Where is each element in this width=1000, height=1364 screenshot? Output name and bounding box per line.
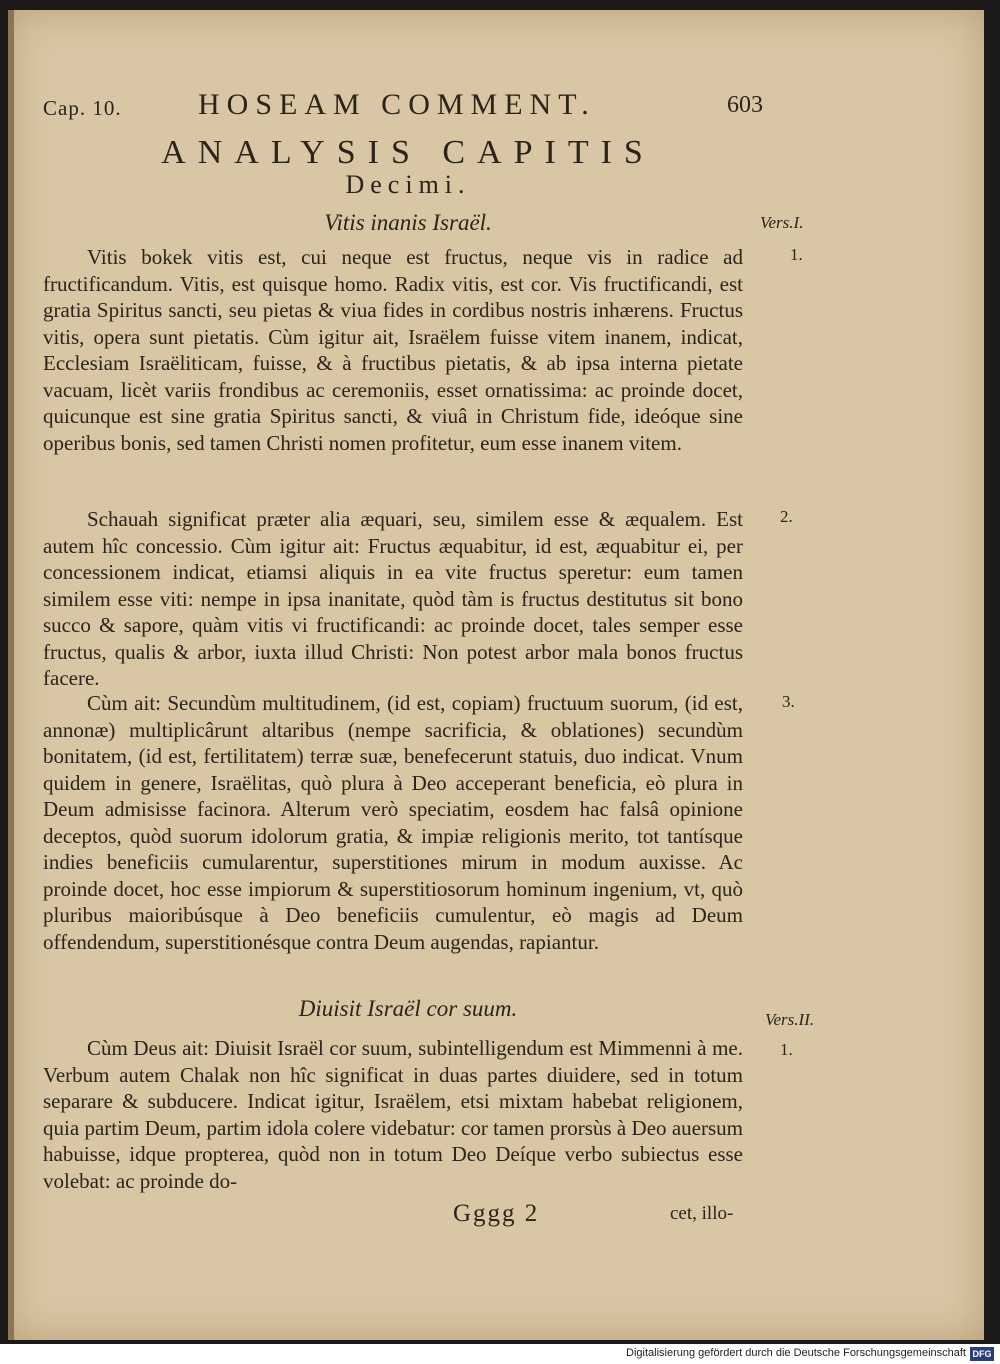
section-heading: Diuisit Israël cor suum.: [298, 996, 518, 1021]
paragraph: Cùm ait: Secundùm multitudinem, (id est, copiam) fructuum suorum, (id est, annonæ) multiplicârunt altaribus (nempe sacrificia, & oblationes) secundùm bonitatem, (id est, fertilitatem) terræ suæ, benefecerunt statuis, duo indicat. Vnum quidem in genere, Israëlitas, quò plura à Deo acceperant beneficia, eò plura in Deum admisisse facinora. Alterum verò speciatim, eosdem hac falsâ opinione deceptos, quòd suorum idolorum gratia, & impiæ religionis merito, tot tantísque indies beneficiis cumularentur, superstitiones mirum in modum auxisse. Ac proinde docet, hoc esse impiorum & superstitiosorum hominum ingenium, vt, quò pluribus maioribúsque à Deo beneficiis cumulentur, eò magis ad Deum offendendum, superstitionésque contra Deum augendas, rapiantur.: [43, 691, 743, 954]
chapter-label: Cap. 10.: [43, 96, 122, 120]
signature-mark: Gggg 2: [453, 1200, 540, 1227]
page-edge: [8, 10, 14, 1340]
footer-credit: Digitalisierung gefördert durch die Deutsche Forschungsgemeinschaft: [626, 1347, 966, 1359]
running-title: HOSEAM COMMENT.: [198, 88, 596, 121]
running-head: [43, 88, 763, 128]
paragraph: Vitis bokek vitis est, cui neque est fructus, neque vis in radice ad fructificandum. Vitis, est quisque homo. Radix vitis, est cor. Vis fructificandi, est gratia Spiritus sancti, seu pietas & viua fides in cordibus nostris inhærens. Fructus vitis, opera sunt pietatis. Cùm igitur ait, Israëlem fuisse vitem inanem, indicat, Ecclesiam Israëliticam, fuisse, & à fructibus pietatis, & ab ipsa interna pietate vacuam, licèt variis frondibus ac ceremoniis, esset ornatissima: ac proinde docet, quicunque est sine gratia Spiritus sancti, & viuâ in Christum fide, ideóque sine operibus bonis, sed tamen Christi nomen profitetur, eum esse inanem vitem.: [43, 245, 743, 455]
catchword: cet, illo-: [670, 1203, 734, 1224]
section-heading: Vitis inanis Israël.: [324, 210, 492, 235]
margin-verse-label: Vers.I.: [760, 213, 804, 232]
margin-number: 3.: [782, 692, 795, 711]
dfg-logo: DFG: [970, 1347, 994, 1361]
margin-number: 1.: [790, 245, 803, 264]
page-number: 603: [727, 92, 763, 118]
margin-number: 2.: [780, 507, 793, 526]
page-title: ANALYSIS CAPITIS: [161, 134, 655, 171]
page-subtitle: Decimi.: [345, 170, 471, 199]
paragraph: Schauah significat præter alia æquari, seu, similem esse & æqualem. Est autem hîc concessio. Cùm igitur ait: Fructus æquabitur, id est, æquabitur ei, per concessionem indicat, etiamsi aliquis in ea vite fructus speretur: eum tamen similem esse viti: nempe in ipsa inanitate, quòd tàm is fructus destitutus sit bono succo & sapore, quàm vitis vi fructificandi: ac proinde docet, tales semper esse fructus, qualis & arbor, iuxta illud Christi: Non potest arbor mala bonos fructus facere.: [43, 507, 743, 690]
paragraph: Cùm Deus ait: Diuisit Israël cor suum, subintelligendum est Mimmenni à me. Verbum autem Chalak non hîc significat in duas partes diuidere, sed in totum separare & subducere. Indicat igitur, Israëlem, etsi mixtam habebat religionem, quia partim Deum, partim idola colere videbatur: cor tamen prorsùs à Deo auersum habuisse, idque propterea, quòd non in totum Deo Deíque verbo subiectus esse volebat: ac proinde do-: [43, 1036, 743, 1193]
footer-bar: [0, 1344, 1000, 1364]
margin-verse-label: Vers.II.: [765, 1010, 815, 1029]
book-page: [8, 10, 984, 1340]
margin-number: 1.: [780, 1040, 793, 1059]
